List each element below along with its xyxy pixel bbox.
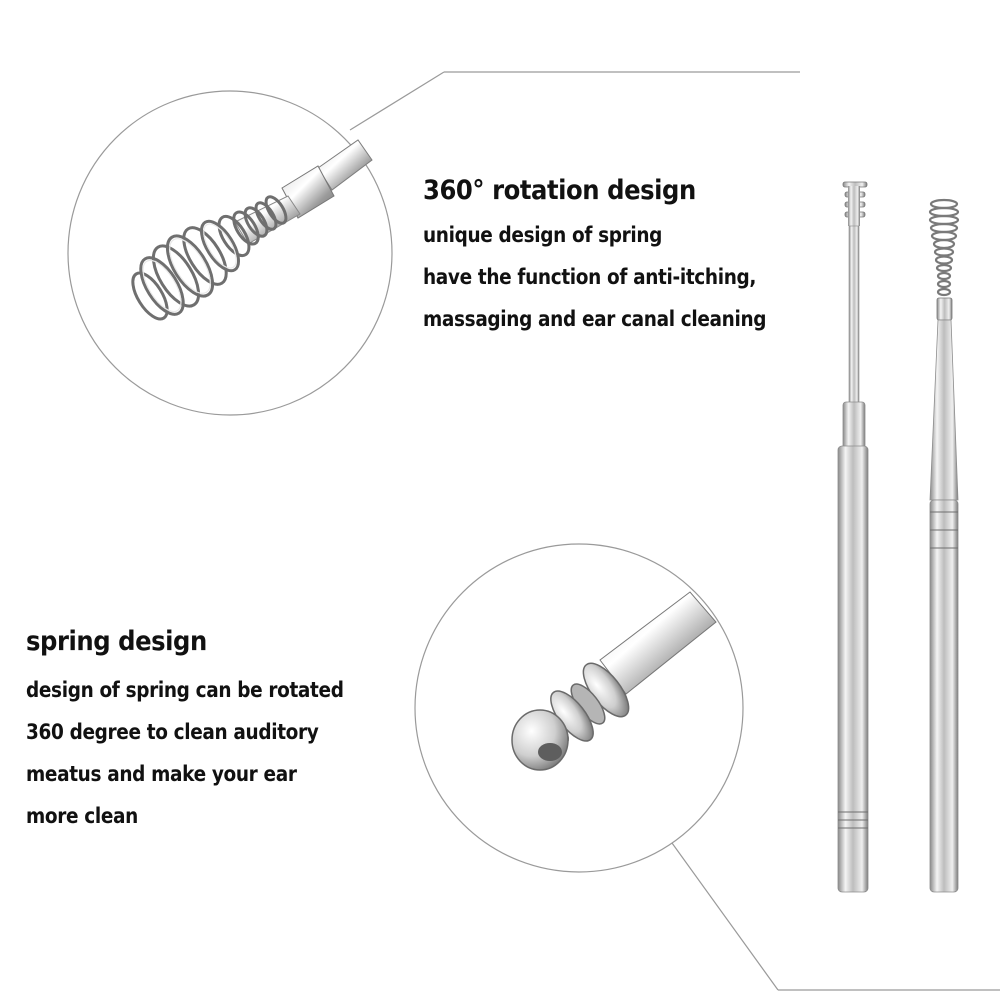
ear-pick-scoop-rod xyxy=(838,182,868,892)
scoop-tip-closeup xyxy=(512,592,716,770)
rotation-design-heading: 360° rotation design xyxy=(423,175,696,206)
spring-design-heading: spring design xyxy=(26,626,207,657)
rotation-design-description xyxy=(423,174,813,340)
rotation-design-line: massaging and ear canal cleaning xyxy=(423,307,767,331)
spring-design-line: more clean xyxy=(26,804,138,828)
callout-line-bottom-diagonal xyxy=(672,843,778,990)
spring-design-line: 360 degree to clean auditory xyxy=(26,720,319,744)
rotation-design-line: have the function of anti-itching, xyxy=(423,265,757,289)
spring-design-line: design of spring can be rotated xyxy=(26,678,344,702)
ear-pick-spring-rod xyxy=(930,200,958,892)
callout-line-top-diagonal xyxy=(350,72,444,130)
spring-design-description xyxy=(26,625,387,837)
rotation-design-line: unique design of spring xyxy=(423,223,663,247)
scoop-closeup-callout xyxy=(415,544,1000,990)
spring-design-line: meatus and make your ear xyxy=(26,762,297,786)
spring-tip-closeup xyxy=(126,140,372,324)
closeup-circle-top xyxy=(68,91,392,415)
